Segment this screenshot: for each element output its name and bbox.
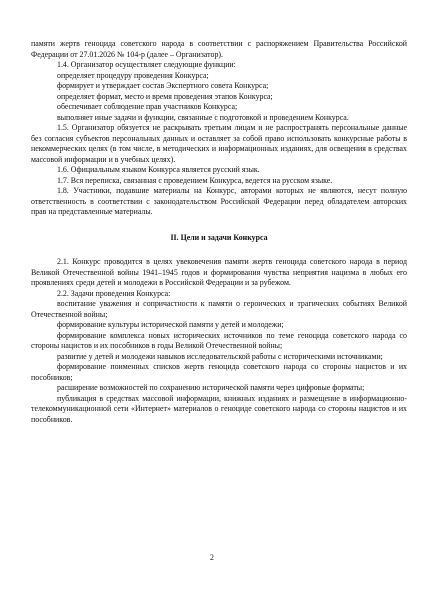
paragraph-2-2: 2.2. Задачи проведения Конкурса:: [57, 288, 171, 298]
list-item-research-skills: развитие у детей и молодежи навыков исследовательской работы с историческими источниками;: [57, 351, 383, 361]
section-heading: II. Цели и задачи Конкурса: [170, 232, 268, 242]
list-item-sources: формирование комплекса новых исторических источников по теме геноцида советского народа со стороны нацистов и их пособников в годы Великой Отечественной войны;: [31, 330, 407, 350]
document-body: [31, 39, 407, 425]
list-item-other-tasks: выполняет иные задачи и функции, связанные с подготовкой и проведением Конкурса.: [57, 112, 349, 122]
page-number: 2: [210, 553, 214, 562]
paragraph-continuation: памяти жертв геноцида советского народа в соответствии с распоряжением Правительства Российской Федерации от 27.01.2026 № 104-р (далее – Организатор).: [31, 39, 407, 59]
list-item-procedure: определяет процедуру проведения Конкурса;: [57, 70, 209, 80]
list-item-expert-council: формирует и утверждает состав Экспертного совета Конкурса;: [57, 81, 269, 90]
paragraph-1-6: 1.6. Официальным языком Конкурса является русский язык.: [57, 165, 260, 174]
list-item-victim-lists: формирование поименных списков жертв геноцида советского народа со стороны нацистов и их пособников;: [31, 362, 407, 382]
list-item-rights: обеспечивает соблюдение прав участников Конкурса;: [57, 102, 238, 111]
list-item-culture: формирование культуры исторической памяти у детей и молодежи;: [57, 320, 284, 329]
paragraph-2-1: 2.1. Конкурс проводится в целях увековечения памяти жертв геноцида советского народа в период Великой Отечественной войны 1941–1945 годов и формирования чувства неприятия нацизма в любых его проявлениях среди детей и молодежи в Российской Федерации и за рубежом.: [31, 257, 407, 287]
list-item-format: определяет формат, место и время проведения этапов Конкурса;: [57, 91, 273, 101]
list-item-digital: расширение возможностей по сохранению исторической памяти через цифровые форматы;: [57, 383, 365, 392]
paragraph-1-8: 1.8. Участники, подавшие материалы на Конкурс, авторами которых не являются, несут полную ответственность в соответствии с законодательством Российской Федерации перед обладателем авторских прав на представленные материалы.: [31, 186, 407, 216]
paragraph-1-5: 1.5. Организатор обязуется не раскрывать третьим лицам и не распространять персональные данные без согласия субъектов персональных данных и оставляет за собой право использовать конкурсные работы в некоммерческих целях (в том числе, в методических и информационных изданиях, для освещения в средствах массовой информации и в учебных целях).: [31, 123, 407, 164]
paragraph-1-4: 1.4. Организатор осуществляет следующие функции:: [57, 60, 236, 69]
list-item-respect: воспитание уважения и сопричастности к памяти о героических и трагических событиях Великой Отечественной войны;: [31, 299, 407, 319]
list-item-publication: публикация в средствах массовой информации, книжных изданиях и размещение в информационно-телекоммуникационной сети «Интернет» материалов о геноциде советского народа со стороны нацистов и их пособников.: [31, 393, 407, 424]
paragraph-1-7: 1.7. Вся переписка, связанная с проведением Конкурса, ведется на русском языке.: [57, 175, 333, 185]
